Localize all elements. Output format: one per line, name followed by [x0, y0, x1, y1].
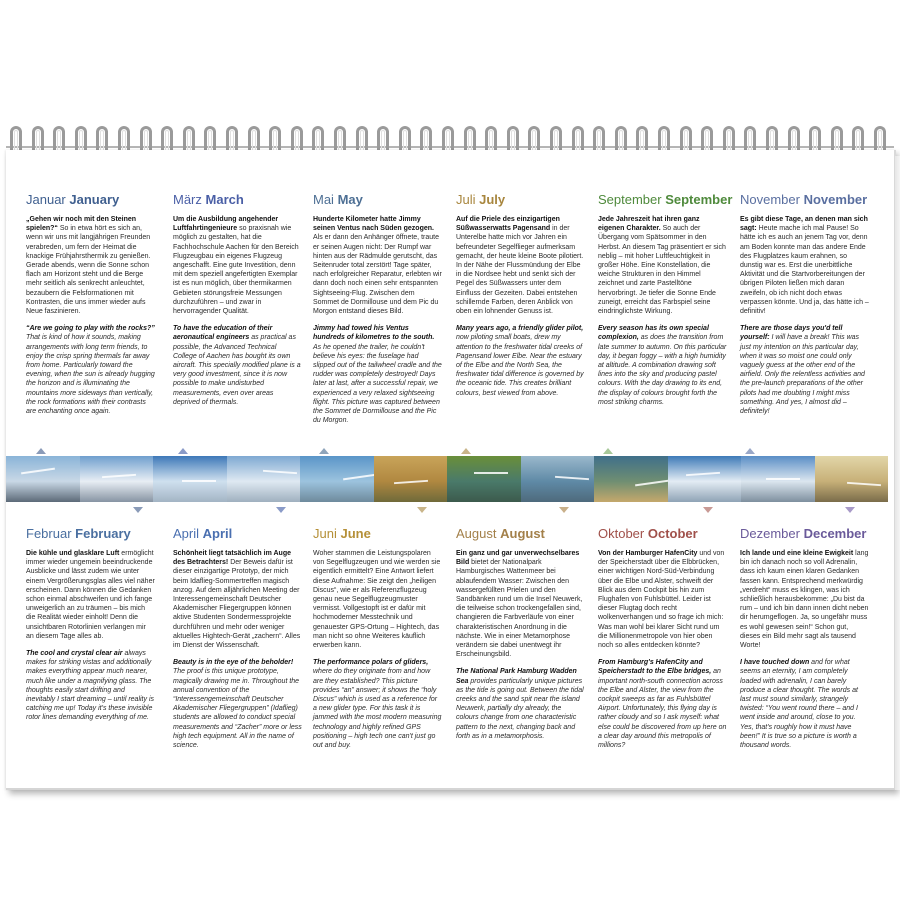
month-heading — [598, 526, 727, 541]
glider-silhouette — [554, 476, 588, 480]
marker-september — [603, 448, 613, 454]
strip-photo — [80, 456, 154, 502]
english-caption: The National Park Hamburg Wadden Sea provides particularly unique pictures as the tide is going out. Between the tidal creeks and the sand spit near the island Neuwerk, partially dry already, the colours change from one characteristic pattern to the next, changing back and forth as in a metamorphosis. — [456, 668, 584, 740]
strip-photo — [815, 456, 889, 502]
marker-november — [745, 448, 755, 454]
month-name-de: Juni — [313, 526, 337, 541]
english-caption: To have the education of their aeronautical engineers as practical as possible, the Advanced Technical College of Aachen has bought its own aircraft. This specially modified plane is a very good investment, since it is now possible to make undisturbed measurements, even over areas deprived of thermals. — [173, 325, 301, 406]
month-block-november — [740, 192, 869, 424]
month-heading — [456, 192, 585, 207]
german-caption: Woher stammen die Leistungspolaren von Segelflugzeugen und wie werden sie eigentlich ermittelt? Eine Antwort liefert diese Aufnahme: Sie zeigt den „heiligen Discus“, wie er als Referenzflugzeug genau neue Segelflugzeugmuster vermisst. Vollgestopft ist er dafür mit hochmoderner Messtechnik und genauester GPS-Ortung – Hightech, das man nicht so ohne Weiteres käuflich erwerben kann. — [313, 550, 441, 650]
marker-august — [559, 507, 569, 513]
month-name-en: August — [500, 526, 545, 541]
strip-photo — [594, 456, 668, 502]
month-name-en: January — [69, 192, 120, 207]
english-caption: I have touched down and for what seems an eternity, I am completely loaded with adrenalin, I can barely produce a clear thought. The words at last must sound similarly, strangely twisted: “You went round there – and I went inside and around, close to you. Yes, that's roughly how it must have been!” It is true so a picture is worth a thousand words. — [740, 659, 858, 750]
marker-june — [417, 507, 427, 513]
month-block-february — [26, 526, 155, 731]
month-heading — [740, 526, 869, 541]
strip-photo — [300, 456, 374, 502]
german-caption: Hunderte Kilometer hatte Jimmy seinen Ventus nach Süden gezogen. Als er dann den Anhänger öffnete, traute er seinen Augen nicht: Der Rumpf war hinten aus der Rädmulde gerutscht, das Seitenruder total zerstört! Tage später, nach erfolgreicher Reparatur, erlebten wir dann doch noch einen sehr entspannten Sightseeing-Flug. Zwischen dem Sommet de Dormillouse und dem Pic du Morgon entstand dieses Bild. — [313, 216, 442, 316]
english-caption: Every season has its own special complexion, as does the transition from late summer to autumn. On this particular day, it began foggy – with a high humidity at altitude. A combination drawing soft lines into the sky and producing pastel colours. With the day drawing to its end, the display of colours brought forth the most striking charms. — [598, 325, 727, 406]
month-heading — [740, 192, 869, 207]
month-heading — [313, 192, 442, 207]
month-name-de: Juli — [456, 192, 476, 207]
month-name-en: February — [75, 526, 131, 541]
glider-silhouette — [685, 472, 719, 476]
month-name-en: July — [479, 192, 506, 207]
strip-photo — [374, 456, 448, 502]
month-name-de: September — [598, 192, 662, 207]
strip-photo — [153, 456, 227, 502]
german-caption: Von der Hamburger HafenCity und von der Speicherstadt über die Elbbrücken, einer wichtigen Nord-Süd-Verbindung über die Elbe und Alster, schweift der Blick aus dem Cockpit bis hin zum Flughafen von Fuhlsbüttel. Leider ist dieser Flugtag doch recht wolkenverhangen und so frage ich mich: Was man wohl bei klarer Sicht rund um die Millionenmetropole von hier oben noch so alles entdecken könnte? — [598, 550, 725, 650]
month-block-may — [313, 192, 442, 433]
month-heading — [26, 192, 155, 207]
glider-silhouette — [474, 472, 508, 474]
month-block-october — [598, 526, 727, 758]
glider-silhouette — [182, 480, 216, 482]
glider-silhouette — [343, 474, 373, 481]
calendar-page — [6, 150, 896, 790]
german-caption: Jede Jahreszeit hat ihren ganz eigenen Charakter. So auch der Übergang vom Spätsommer in den Herbst. An diesem Tag präsentiert er sich neblig – mit hoher Luftfeuchtigkeit in großer Höhe. Eine Konstellation, die weiche Strukturen in den Himmel zeichnet und zarte Pastelltöne hervorbringt. Je tiefer die Sonne Ende zuneigt, erreicht das Farbspiel seine eindringlichste Wirkung. — [598, 216, 726, 316]
glider-silhouette — [101, 474, 135, 478]
month-heading — [173, 192, 302, 207]
english-caption: Jimmy had towed his Ventus hundreds of kilometres to the south. As he opened the trailer, he couldn't believe his eyes: the fuselage had slipped out of the tailwheel cradle and the rudder was completely destroyed! Days later at last, after a successful repair, we experienced a very relaxed sightseeing flight. This picture was captured between the Sommet de Dormillouse and the Pic du Morgon. — [313, 325, 442, 425]
marker-may — [319, 448, 329, 454]
glider-silhouette — [635, 480, 667, 487]
month-heading — [173, 526, 302, 541]
month-block-march — [173, 192, 302, 415]
english-caption: The performance polars of gliders, where do they originate from and how are they established? This picture provides “an” answer; it shows the “holy Discus” which is used as a reference for a new glider type. For this task it is jammed with the most modern measuring technology and highly refined GPS positioning – high tech one can't just go out and buy. — [313, 659, 442, 750]
marker-february — [133, 507, 143, 513]
month-name-en: June — [340, 526, 371, 541]
marker-july — [461, 448, 471, 454]
glider-silhouette — [262, 470, 296, 474]
english-caption: Many years ago, a friendly glider pilot, now piloting small boats, drew my attention to the freshwater tidal creeks of Pagensand lower Elbe. Near the estuary of the Elbe and the North Sea, the freshwater tidal difference is governed by the oceanic tide. This creates brilliant colours, best viewed from above. — [456, 325, 584, 397]
month-block-june — [313, 526, 442, 758]
german-caption: Ich lande und eine kleine Ewigkeit lang bin ich danach noch so voll Adrenalin, dass ich kaum einen klaren Gedanken fassen kann. Entsprechend merkwürdig „verdreht“ muss es klingen, was ich schließlich herausbekomme: „Du bist da rum – und ich bin dann innen dicht neben dir herumgeflogen. Ja, so ungefähr muss es wohl gewesen sein!“ Schon gut, dieses ein Bild mehr sagt als tausend Worte! — [740, 550, 869, 650]
month-name-en: April — [202, 526, 233, 541]
month-name-en: March — [205, 192, 244, 207]
german-caption: Die kühle und glasklare Luft ermöglicht immer wieder ungemein beeindruckende Ausblicke und lässt zudem wie unter einem Vergrößerungsglas alles viel näher erscheinen. Dann können die Gedanken schon einmal abschweifen und ich fange unweigerlich an zu träumen – bis mich die Realität wieder einholt! Denn die unsichtbaren Rotorlinien verlangen mir an diesem Tage alles ab. — [26, 550, 155, 640]
german-caption: Um die Ausbildung angehender Luftfahrtingenieure so praxisnah wie möglich zu gestalten, hat die Fachhochschule Aachen für den Bereich Flugzeugbau ein eigenes Flugzeug angeschafft. Eine gute Investition, denn mit dem speziell angefertigten Exemplar ist es nun möglich, über thermikarmen Gebieten störungsfreie Messungen durchzuführen – und zwar in hervorragender Qualität. — [173, 216, 299, 316]
strip-photo — [521, 456, 595, 502]
month-block-august — [456, 526, 585, 749]
marker-april — [276, 507, 286, 513]
month-heading — [26, 526, 155, 541]
strip-photo — [447, 456, 521, 502]
english-caption: “Are we going to play with the rocks?” That is kind of how it sounds, making arrangements with long term friends, to enjoy the crisp spring thermals far away from home. Particularly toward the evening, when the sun is already hugging the horizon and is illuminating the mountains more sideways than vertically, the rock formations with their contrasts are enchanting once again. — [26, 325, 155, 416]
glider-silhouette — [846, 482, 880, 486]
month-block-april — [173, 526, 302, 758]
german-caption: Auf die Priele des einzigartigen Süßwasserwatts Pagensand in der Unterelbe hatte mich vor Jahren ein befreundeter Segelflieger aufmerksam gemacht, der heute kleine Boote pilotiert. In der Nähe der Flussmündung der Elbe in die Nordsee hebt und senkt sich der Pegel des Süßwassers unter dem Einfluss der Gezeiten. Dabei entstehen schillernde Farben, deren Anblick von oben ein lohnender Genuss ist. — [456, 216, 584, 316]
month-block-july — [456, 192, 585, 406]
month-heading — [313, 526, 442, 541]
marker-december — [845, 507, 855, 513]
month-name-en: December — [803, 526, 867, 541]
month-name-de: August — [456, 526, 497, 541]
german-caption: „Gehen wir noch mit den Steinen spielen?“ So in etwa hört es sich an, wenn wir uns mit langjährigen Freunden verabreden, um fern der Heimat die knackige Frühjahrsthermik zu genießen. Gerade abends, wenn die Sonne schon flach am Horizont steht und die Berge mehr seitlich als senkrecht anleuchtet, bezaubern die Felsformationen mit Kontrasten, die uns immer wieder aufs Neue faszinieren. — [26, 216, 151, 316]
month-name-de: März — [173, 192, 202, 207]
german-caption: Schönheit liegt tatsächlich im Auge des Betrachters! Der Beweis dafür ist dieser einzigartige Prototyp, der mich beim Idaflieg-Sommertreffen magisch anzog. Auf dem alljährlichen Meeting der Interessengemeinschaft Deutscher Akademischer Fliegergruppen können aktive Studenten Sondermessprojekte durchführen und mehr oder weniger aktuelles Hightech-Gerät „zachern“. Alles im Dienst der Wissenschaft. — [173, 550, 301, 650]
month-name-de: Januar — [26, 192, 66, 207]
photo-strip — [6, 456, 888, 502]
german-caption: Ein ganz und gar unverwechselbares Bild bietet der Nationalpark Hamburgisches Wattenmeer bei ablaufendem Wasser: Zwischen den wassergefüllten Prielen und den Sandbänken rund um die Insel Neuwerk, die teilweise schon trockengefallen sind, changieren die Farbverläufe von einer charakteristischen Anordnung in die nächste. Wie in einer Metamorphose verändern sie dabei unentwegt ihr Erscheinungsbild. — [456, 550, 583, 659]
month-block-december — [740, 526, 869, 758]
english-caption: Beauty is in the eye of the beholder! The proof is this unique prototype, magically drawing me in. Throughout the annual convention of the “Interessengemeinschaft Deutscher Akademischer Fliegergruppen” (Idaflieg) students are allowed to conduct special measurements and “Zacher” more or less high tech equipment. All in the name of science. — [173, 659, 302, 750]
month-name-en: May — [337, 192, 363, 207]
strip-photo — [227, 456, 301, 502]
month-name-de: Mai — [313, 192, 334, 207]
english-caption: There are those days you'd tell yourself: I will have a break! This was just my intention on this particular day, when it was so moist one could only vaguely guess at the other end of the airfield. Only the relentless activities and the pre-launch preparations of the other pilots had me doubting I might miss something. And yes, I almost did – definitely! — [740, 325, 865, 416]
german-caption: Es gibt diese Tage, an denen man sich sagt: Heute mache ich mal Pause! So hätte ich es auch an jenem Tag vor, denn am Boden konnte man das andere Ende des Flugplatzes kaum erahnen, so dunstig war es. Erst die unerbittliche Aktivität und die Startvorbereitungen der übrigen Piloten ließen mich daran zweifeln, ob ich nicht doch etwas verpassen könnte. Und ja, das hätte ich – definitiv! — [740, 216, 869, 316]
month-name-en: September — [665, 192, 733, 207]
marker-march — [178, 448, 188, 454]
month-name-de: Oktober — [598, 526, 645, 541]
month-heading — [598, 192, 733, 207]
month-name-de: Dezember — [740, 526, 800, 541]
month-block-january — [26, 192, 155, 424]
month-name-de: Februar — [26, 526, 72, 541]
month-block-september — [598, 192, 733, 415]
month-name-de: November — [740, 192, 800, 207]
month-heading — [456, 526, 585, 541]
strip-photo — [6, 456, 80, 502]
month-name-en: October — [647, 526, 698, 541]
english-caption: The cool and crystal clear air always makes for striking vistas and additionally makes everything appear much nearer, much like under a magnifying glass. The thoughts easily start drifting and inevitably I start dreaming – until reality is catching me up! Today it's these invisible rotor lines demanding everything of me. — [26, 650, 154, 722]
glider-silhouette — [766, 478, 800, 480]
strip-photo — [668, 456, 742, 502]
marker-january — [36, 448, 46, 454]
marker-october — [703, 507, 713, 513]
month-name-de: April — [173, 526, 200, 541]
glider-silhouette — [393, 480, 427, 484]
glider-silhouette — [21, 468, 55, 475]
month-name-en: November — [803, 192, 868, 207]
english-caption: From Hamburg's HafenCity and Speicherstadt to the Elbe bridges, an important north-south connection across the Elbe and Alster, the view from the cockpit sweeps as far as Fuhlsbüttel Airport. Unfortunately, this flying day is rather cloudy and so I ask myself: what else could be discovered from up here on a clear day around this metropolis of millions? — [598, 659, 727, 750]
strip-photo — [741, 456, 815, 502]
